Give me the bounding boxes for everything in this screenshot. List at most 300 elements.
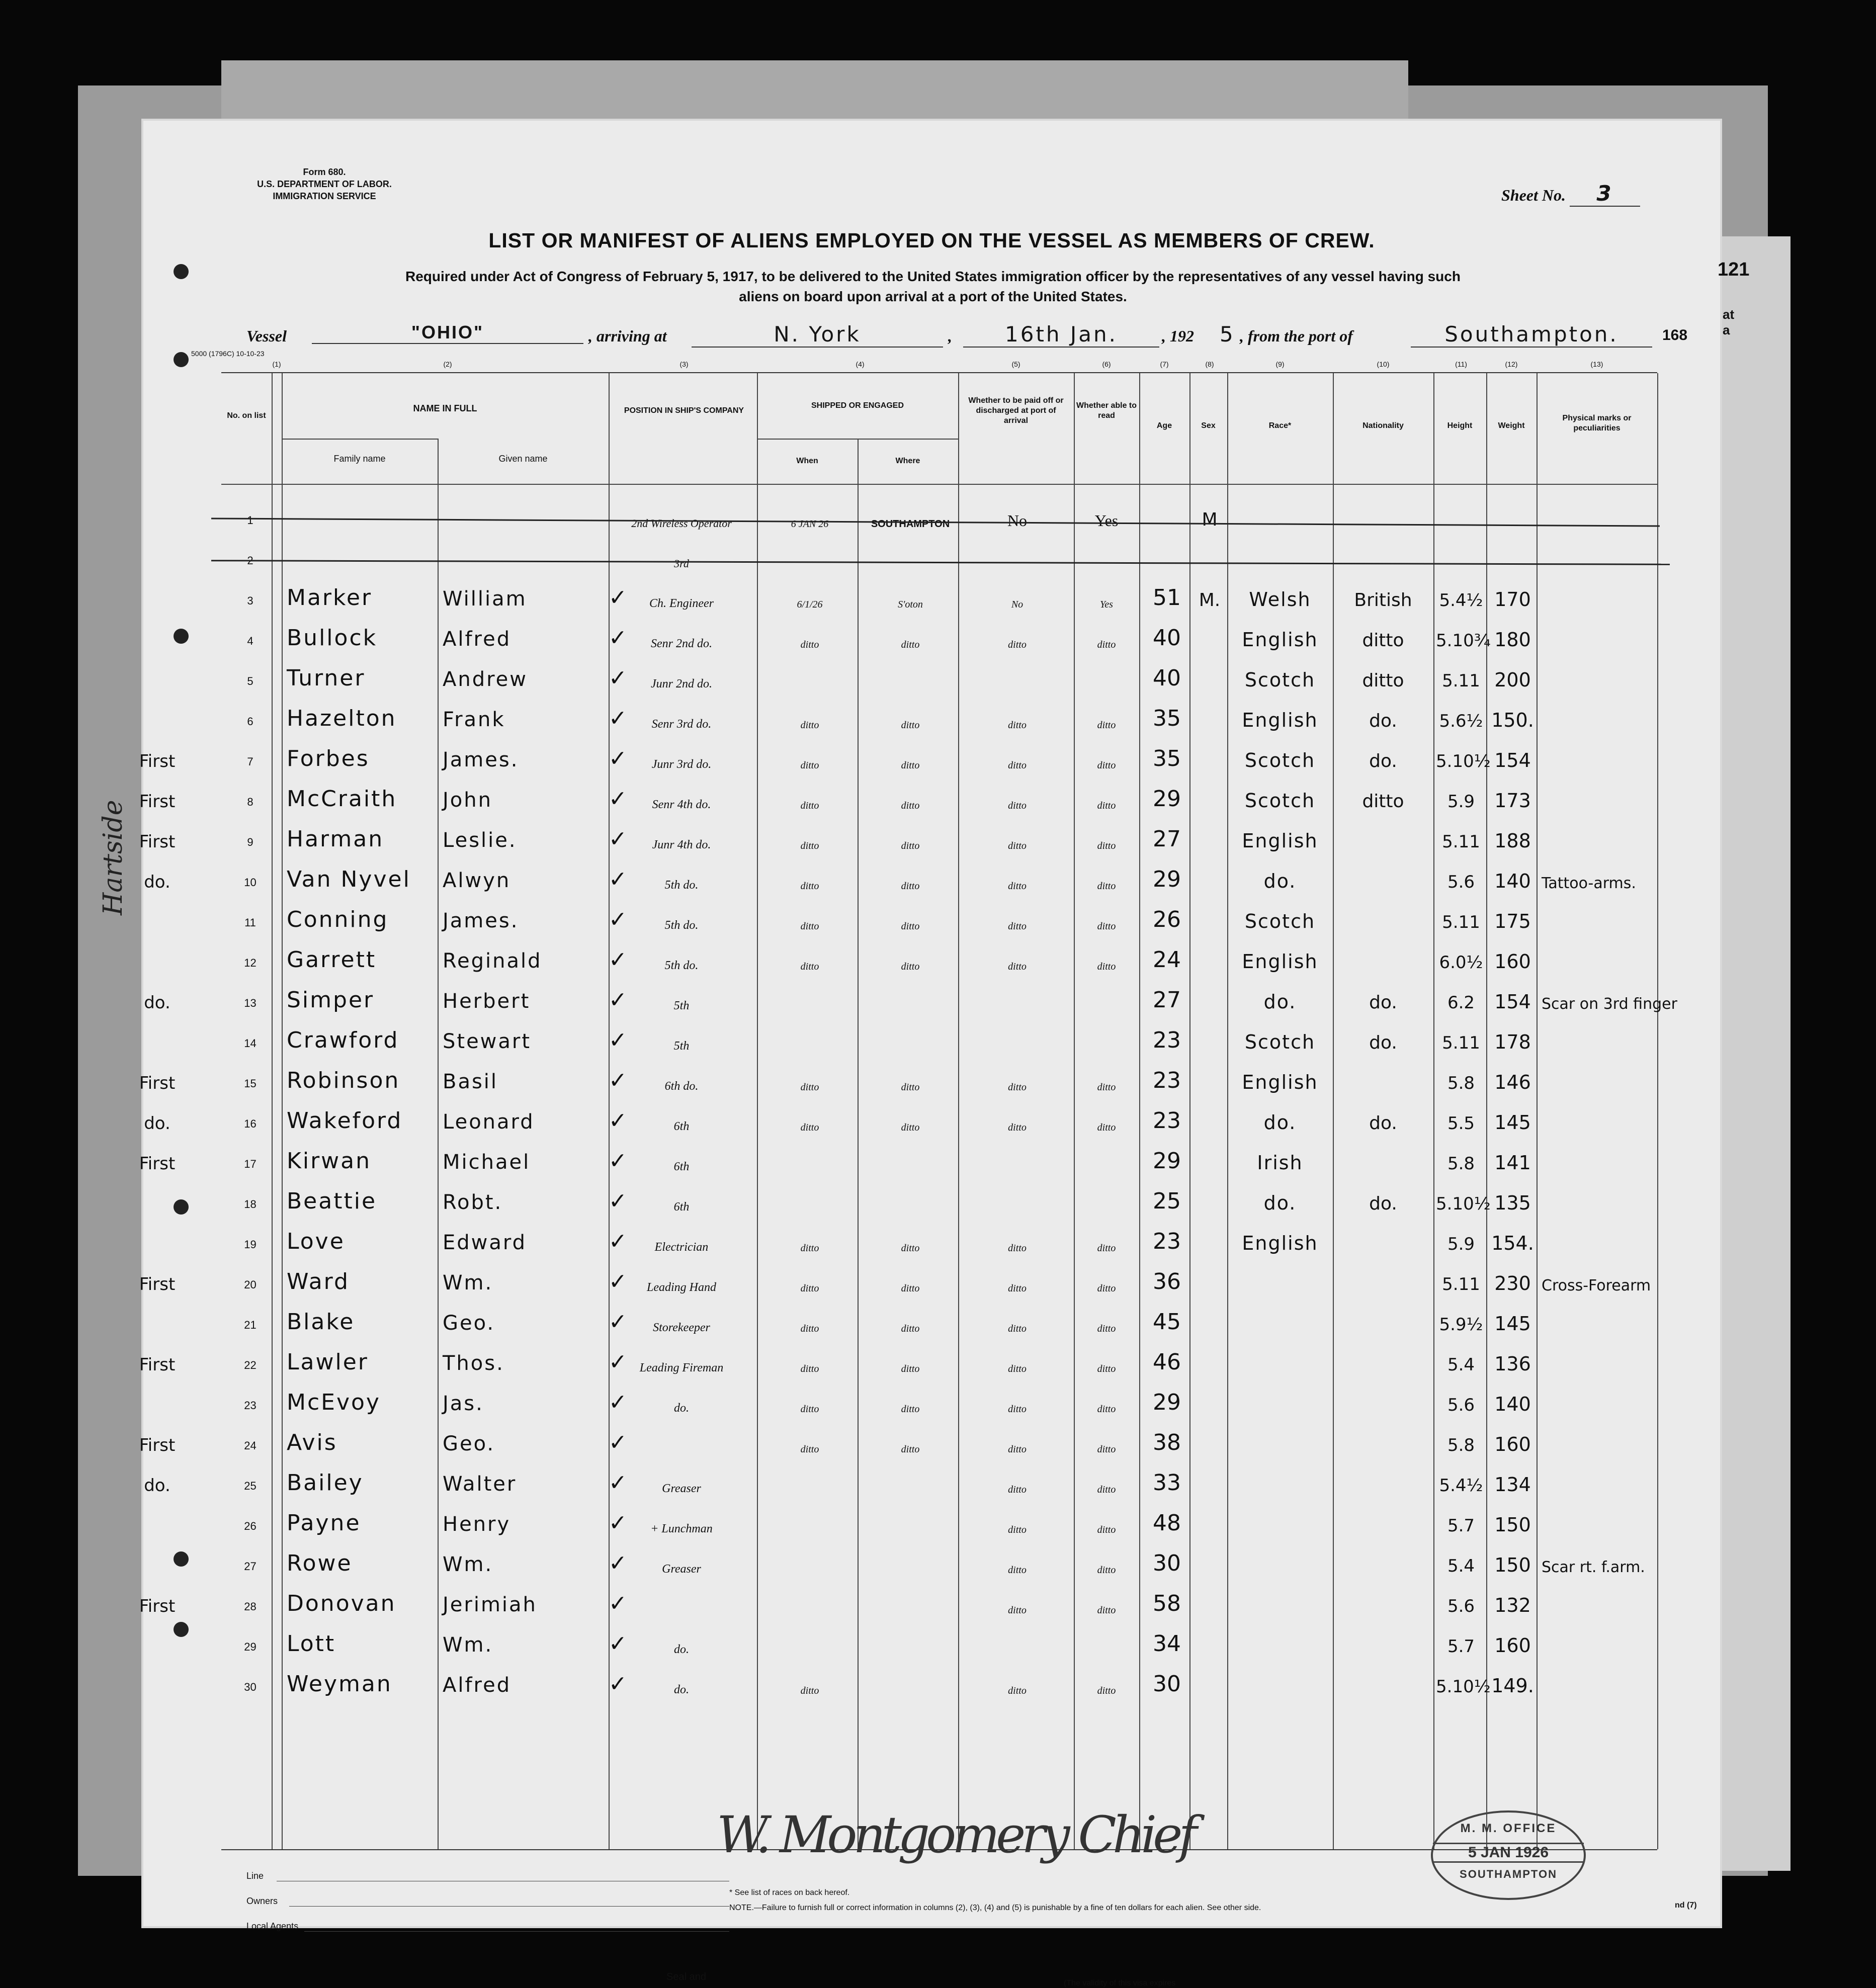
check-mark-icon: ✓ [609,1350,627,1374]
age: 51 [1153,585,1181,611]
shipped-where: ditto [901,1283,920,1294]
age: 29 [1153,786,1181,812]
shipped-when: ditto [800,1243,819,1254]
weight: 180 [1494,629,1531,651]
given-name: Geo. [443,1312,495,1335]
given-name: Henry [443,1513,511,1536]
nationality: do. [1369,711,1397,731]
age: 30 [1153,1550,1181,1576]
weight: 146 [1494,1071,1531,1093]
print-code: 5000 (1796C) 10-10-23 [191,350,265,358]
col-num: (9) [1275,360,1285,368]
header-given: Given name [498,454,548,464]
paid-off: ditto [1008,961,1027,972]
race: Scotch [1244,749,1316,771]
paid-off: ditto [1008,800,1027,811]
able-to-read: Yes [1100,599,1113,610]
check-mark-icon: ✓ [609,988,627,1012]
row-paid: No [1007,511,1028,530]
height: 5.4 [1447,1355,1475,1375]
row-number: 3 [247,594,253,607]
height: 5.11 [1442,832,1480,852]
row-number: 27 [244,1560,257,1573]
sex: M. [1199,590,1221,611]
position: Ch. Engineer [649,597,714,610]
position: do. [674,1402,689,1415]
col-num: (10) [1377,360,1390,368]
able-to-read: ditto [1097,720,1116,731]
crew-row [144,1097,1657,1138]
shipped-where: ditto [901,760,920,771]
position: 6th [673,1200,690,1214]
age: 33 [1153,1470,1181,1496]
position: 5th [673,1040,690,1053]
shipped-where: ditto [901,961,920,972]
given-name: James. [443,909,519,932]
age: 34 [1153,1631,1181,1657]
page-subtitle [244,267,1622,307]
shipped-where: ditto [901,921,920,932]
crew-row [221,1379,1657,1419]
height: 5.10½ [1436,1677,1491,1697]
family-name: Payne [287,1510,361,1536]
given-name: Stewart [443,1030,532,1053]
margin-note: First [139,751,176,771]
position: + Lunchman [650,1522,713,1535]
header-race: Race* [1268,421,1292,430]
row-number: 8 [247,796,253,808]
height: 5.9 [1447,792,1475,812]
header-sex: Sex [1201,421,1216,430]
weight: 170 [1494,588,1531,611]
position: 5th do. [664,919,699,932]
punch-hole [174,1622,189,1637]
weight: 154 [1494,991,1531,1013]
row-number: 18 [244,1198,257,1211]
row-number: 21 [244,1319,257,1331]
family-name: Garrett [287,947,377,973]
margin-note: First [139,1435,176,1455]
row-number: 13 [244,997,257,1009]
race: Welsh [1249,588,1311,611]
row-number: 5 [247,675,253,687]
shipped-where: ditto [901,800,920,811]
row-number: 24 [244,1439,257,1452]
shipped-when: ditto [800,1082,819,1093]
height: 6.2 [1447,993,1475,1013]
weight: 145 [1494,1111,1531,1134]
row-number: 19 [244,1238,257,1251]
paid-off: ditto [1008,1524,1027,1535]
height: 5.4 [1447,1556,1475,1576]
margin-note: First [139,832,176,852]
race: do. [1263,870,1297,892]
col-num: (6) [1102,360,1111,368]
department: U.S. DEPARTMENT OF LABOR. [257,179,392,189]
margin-note: do. [144,1476,170,1496]
position: Senr 2nd do. [651,637,712,650]
weight: 154 [1494,749,1531,771]
family-name: Robinson [287,1068,400,1093]
weight: 154. [1491,1232,1534,1254]
row-read: Yes [1094,511,1119,530]
row-number: 15 [244,1077,257,1090]
row-sex: M [1202,509,1218,530]
col-num: (5) [1011,360,1020,368]
family-name: Forbes [287,746,370,771]
family-name: Harman [287,826,384,852]
able-to-read: ditto [1097,1082,1116,1093]
able-to-read: ditto [1097,921,1116,932]
paid-off: ditto [1008,1484,1027,1495]
given-name: Basil [443,1070,498,1093]
crew-row [221,1661,1657,1701]
age: 40 [1153,665,1181,691]
position: 5th do. [664,959,699,972]
row-position: 3rd [674,557,689,570]
crew-table [139,360,1677,1850]
paid-off: ditto [1008,1444,1027,1455]
sheet-number [1501,181,1640,207]
weight: 136 [1494,1353,1531,1375]
row-number: 7 [247,755,253,768]
margin-handwriting: Hartside [98,800,128,915]
age: 23 [1153,1108,1181,1134]
given-name: Alwyn [443,869,511,892]
crew-row [139,1419,1657,1459]
weight: 145 [1494,1313,1531,1335]
check-mark-icon: ✓ [609,1551,627,1576]
shipped-where: ditto [901,1082,920,1093]
age: 26 [1153,907,1181,932]
age: 23 [1153,1027,1181,1053]
height: 5.6 [1447,1395,1475,1415]
age: 58 [1153,1591,1181,1616]
shipped-when: ditto [800,1363,819,1374]
able-to-read: ditto [1097,1685,1116,1696]
crew-row [221,1540,1657,1580]
weight: 178 [1494,1031,1531,1053]
check-mark-icon: ✓ [609,1149,627,1173]
shipped-when: ditto [800,961,819,972]
form-number: Form 680. [303,167,346,177]
able-to-read: ditto [1097,1243,1116,1254]
family-name: Marker [287,585,373,611]
height: 5.11 [1442,671,1480,691]
shipped-when: ditto [800,760,819,771]
family-name: Lawler [287,1349,369,1375]
height: 5.5 [1447,1113,1475,1134]
vessel-label: Vessel [246,327,287,345]
age: 29 [1153,1390,1181,1415]
given-name: Michael [443,1151,531,1174]
shipped-when: ditto [800,800,819,811]
given-name: Robt. [443,1191,503,1214]
crew-row [221,1500,1657,1540]
position: 6th [673,1120,690,1133]
punch-hole [174,629,189,644]
side-number: 121 [1718,259,1750,280]
check-mark-icon: ✓ [609,626,627,650]
shipped-where: ditto [901,840,920,851]
departure-port: Southampton. [1411,322,1652,348]
row-number: 11 [244,916,256,929]
signature: W. Montgomery Chief [717,1805,1193,1864]
height: 5.10¾ [1436,631,1491,651]
age: 40 [1153,625,1181,651]
header-age: Age [1156,421,1172,430]
paid-off: ditto [1008,760,1027,771]
check-mark-icon: ✓ [609,1269,627,1294]
row-number: 17 [244,1158,257,1170]
paid-off: ditto [1008,1243,1027,1254]
crew-row [221,1620,1657,1661]
race: English [1242,1232,1318,1254]
height: 5.4½ [1439,1476,1483,1496]
age: 48 [1153,1510,1181,1536]
check-mark-icon: ✓ [609,1108,627,1133]
given-name: Jerimiah [443,1593,537,1616]
able-to-read: ditto [1097,1605,1116,1616]
height: 5.9½ [1439,1315,1483,1335]
height: 5.11 [1442,1033,1480,1053]
header-position: POSITION IN SHIP'S COMPANY [624,406,744,415]
side-text: at a [1723,307,1735,337]
check-mark-icon: ✓ [609,1229,627,1254]
nationality: ditto [1362,791,1404,812]
shipped-when: ditto [800,921,819,932]
given-name: Walter [443,1473,517,1496]
family-name: Blake [287,1309,355,1335]
weight: 173 [1494,790,1531,812]
nationality: ditto [1362,630,1404,651]
age: 35 [1153,746,1181,771]
page-title: LIST OR MANIFEST OF ALIENS EMPLOYED ON THE VESSEL AS MEMBERS OF CREW. [488,229,1375,252]
punch-hole [174,1551,189,1567]
col-num: (12) [1505,360,1518,368]
age: 25 [1153,1188,1181,1214]
shipped-when: ditto [800,720,819,731]
header-name: NAME IN FULL [413,403,477,413]
nationality: do. [1369,1032,1397,1053]
row-number: 29 [244,1640,257,1653]
header-where: Where [895,457,920,465]
sheet-value: 3 [1570,181,1640,207]
row-number: 30 [244,1681,257,1693]
age: 35 [1153,706,1181,731]
height: 5.4½ [1439,590,1483,611]
height: 5.6 [1447,1596,1475,1616]
crew-row [144,856,1657,896]
height: 5.11 [1442,912,1480,932]
given-name: Edward [443,1231,527,1254]
family-name: McEvoy [287,1390,381,1415]
family-name: Van Nyvel [287,867,411,892]
check-mark-icon: ✓ [609,1511,627,1535]
row-number: 9 [247,836,253,848]
race: do. [1263,991,1297,1013]
nationality: do. [1369,1113,1397,1134]
age: 46 [1153,1349,1181,1375]
height: 5.6½ [1439,711,1483,731]
weight: 160 [1494,950,1531,973]
age: 27 [1153,826,1181,852]
given-name: Reginald [443,949,542,973]
position: Leading Fireman [639,1361,724,1374]
year-prefix: , 192 [1162,327,1194,345]
crew-row [221,936,1657,977]
given-name: Frank [443,708,505,731]
given-name: Leonard [443,1110,535,1134]
height: 5.8 [1447,1435,1475,1455]
crew-row [221,1299,1657,1339]
shipped-when: ditto [800,1444,819,1455]
margin-note: First [139,792,176,812]
check-mark-icon: ✓ [609,1068,627,1093]
row-number: 12 [244,957,257,969]
punch-hole [174,264,189,279]
family-name: Bailey [287,1470,364,1496]
able-to-read: ditto [1097,800,1116,811]
row-number: 23 [244,1399,257,1412]
physical-marks: Tattoo-arms. [1542,875,1636,892]
row-number: 20 [244,1278,257,1291]
age: 23 [1153,1068,1181,1093]
race: Scotch [1244,910,1316,932]
age: 30 [1153,1671,1181,1697]
able-to-read: ditto [1097,1565,1116,1576]
height: 5.8 [1447,1073,1475,1093]
margin-note: First [139,1073,176,1093]
header-no: No. on list [227,411,266,420]
race: English [1242,950,1318,973]
family-name: Love [287,1229,345,1254]
physical-marks: Scar on 3rd finger [1542,995,1677,1013]
height: 5.11 [1442,1274,1480,1294]
weight: 149. [1491,1675,1534,1697]
race: English [1242,1071,1318,1093]
weight: 230 [1494,1272,1531,1294]
age: 29 [1153,867,1181,892]
given-name: John [443,789,492,812]
header-paid-off: Whether to be paid off or discharged at port of arrival [968,396,1064,425]
margin-note: First [139,1154,176,1174]
weight: 132 [1494,1594,1531,1616]
check-mark-icon: ✓ [609,1028,627,1053]
family-name: Rowe [287,1550,353,1576]
paid-off: ditto [1008,1404,1027,1415]
paid-off: ditto [1008,1283,1027,1294]
row-number: 14 [244,1037,257,1050]
col-num: (13) [1590,360,1603,368]
position: Senr 3rd do. [651,718,712,731]
check-mark-icon: ✓ [609,1672,627,1696]
col-num: (11) [1455,360,1467,368]
check-mark-icon: ✓ [609,1310,627,1334]
able-to-read: ditto [1097,1122,1116,1133]
header-family: Family name [333,454,386,464]
weight: 160 [1494,1433,1531,1455]
paid-off: ditto [1008,1685,1027,1696]
weight: 160 [1494,1634,1531,1657]
crew-row [139,1339,1657,1379]
header-marks: Physical marks or peculiarities [1562,414,1632,433]
given-name: Thos. [443,1352,504,1375]
punch-hole [174,1199,189,1215]
age: 45 [1153,1309,1181,1335]
crew-row [221,1218,1657,1258]
position: do. [674,1643,689,1656]
family-name: Avis [287,1430,337,1455]
shipped-where: ditto [901,639,920,650]
family-name: Conning [287,907,389,932]
weight: 141 [1494,1152,1531,1174]
crew-row [221,615,1657,655]
row-number: 10 [244,876,257,889]
given-name: Alfred [443,628,511,651]
crew-row [221,655,1657,695]
punch-hole [174,352,189,367]
paid-off: ditto [1008,1363,1027,1374]
weight: 188 [1494,830,1531,852]
race: Scotch [1244,669,1316,691]
row-number: 4 [247,635,253,647]
family-name: Ward [287,1269,350,1294]
race: English [1242,629,1318,651]
height: 5.7 [1447,1636,1475,1657]
check-mark-icon: ✓ [609,666,627,690]
weight: 200 [1494,669,1531,691]
shipped-where: ditto [901,1404,920,1415]
check-mark-icon: ✓ [609,706,627,731]
family-name: Donovan [287,1591,396,1616]
footer-validity: (The validity of this visa expires [1064,1979,1176,1987]
row-number: 22 [244,1359,257,1371]
crew-row [139,735,1657,775]
shipped-when: ditto [800,881,819,892]
shipped-when: ditto [800,840,819,851]
paid-off: ditto [1008,1323,1027,1334]
footer-race-note: * See list of races on back hereof. [729,1888,850,1897]
paid-off: ditto [1008,1565,1027,1576]
footer-side: nd (7) [1675,1901,1697,1910]
height: 5.9 [1447,1234,1475,1254]
race: do. [1263,1111,1297,1134]
position: Electrician [654,1241,709,1254]
position: 5th [673,999,690,1012]
paid-off: ditto [1008,1605,1027,1616]
margin-note: do. [144,872,170,892]
paid-off: ditto [1008,921,1027,932]
position: Storekeeper [653,1321,710,1334]
crew-row [221,896,1657,936]
weight: 135 [1494,1192,1531,1214]
paid-off: ditto [1008,881,1027,892]
nationality: do. [1369,751,1397,771]
check-mark-icon: ✓ [609,787,627,811]
able-to-read: ditto [1097,961,1116,972]
form-header [219,166,430,202]
able-to-read: ditto [1097,1524,1116,1535]
given-name: Alfred [443,1674,511,1697]
family-name: McCraith [287,786,397,812]
stamp-date: 5 JAN 1926 [1433,1843,1584,1863]
header-shipped: SHIPPED OR ENGAGED [811,401,904,410]
shipped-when: ditto [800,1323,819,1334]
arrival-port: N. York [692,322,943,348]
position: do. [674,1683,689,1696]
nationality: do. [1369,992,1397,1013]
